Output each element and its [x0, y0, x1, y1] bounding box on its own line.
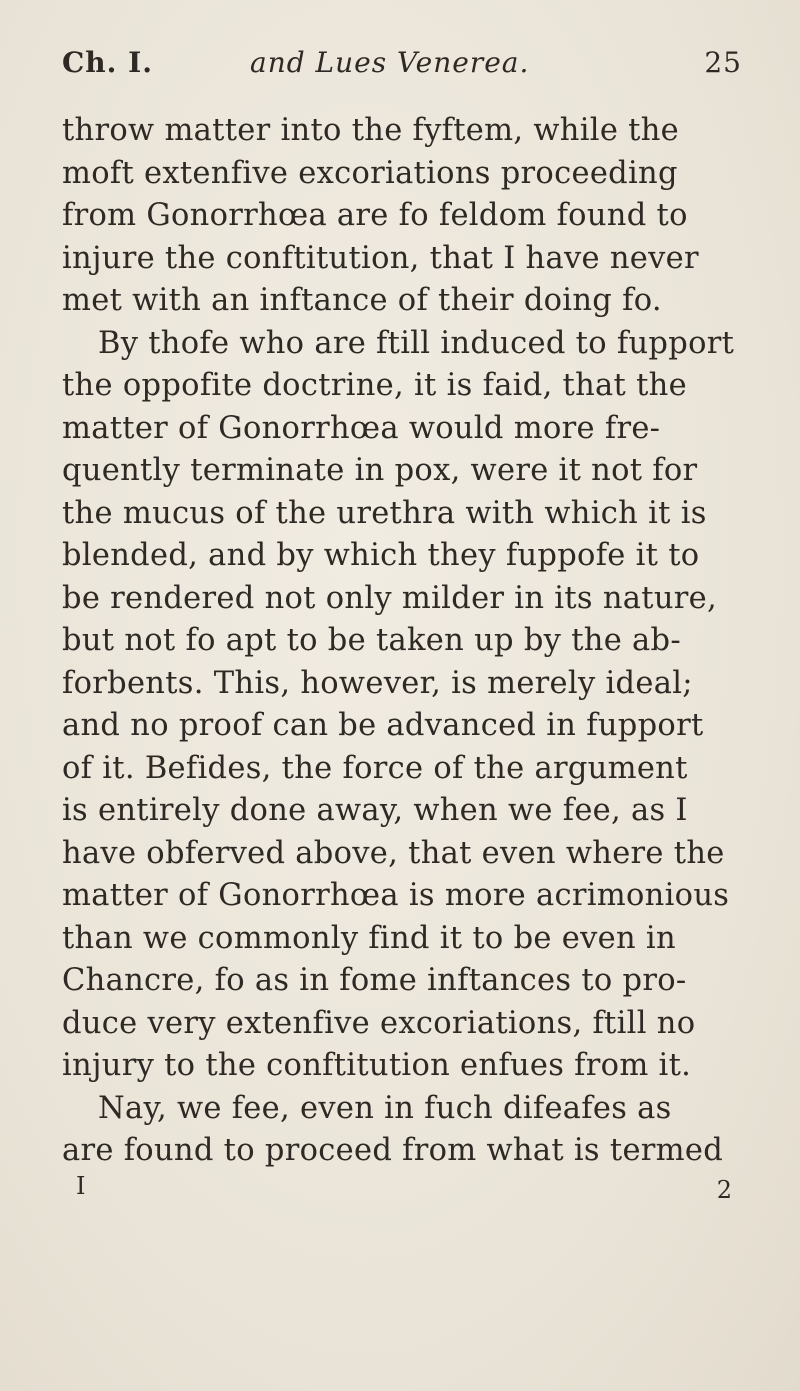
text-line: of it. Befides, the force of the argument — [62, 750, 688, 786]
catchword: 2 — [716, 1176, 732, 1204]
text-line: but not fo apt to be taken up by the ab- — [62, 623, 681, 658]
text-line: be rendered not only milder in its nature, — [62, 580, 717, 616]
text-line: met with an inftance of their doing fo. — [62, 283, 662, 318]
running-title: and Lues Venerea. — [250, 46, 530, 79]
text-line: the oppofite doctrine, it is faid, that the — [62, 368, 687, 403]
text-line: than we commonly find it to be even in — [62, 920, 676, 956]
body-text — [62, 110, 762, 1173]
text-line: and no proof can be advanced in fupport — [62, 708, 704, 743]
running-header — [62, 46, 762, 92]
page-footer — [62, 1172, 762, 1202]
text-line: is entirely done away, when we fee, as I — [62, 793, 688, 828]
text-line: from Gonorrhœa are fo feldom found to — [62, 198, 688, 233]
text-line: matter of Gonorrhœa is more acrimonious — [62, 878, 730, 913]
text-line: injure the conftitution, that I have never — [62, 240, 699, 276]
page-number: 25 — [704, 46, 742, 79]
text-line: matter of Gonorrhœa would more fre- — [62, 410, 661, 446]
text-line: the mucus of the urethra with which it is — [62, 495, 707, 531]
text-line: blended, and by which they fuppofe it to — [62, 538, 700, 573]
chapter-label: Ch. I. — [62, 46, 153, 79]
text-line: are found to proceed from what is termed — [62, 1133, 724, 1168]
text-line: throw matter into the fyftem, while the — [62, 113, 680, 148]
text-line: forbents. This, however, is merely ideal; — [62, 665, 693, 701]
text-line: duce very extenfive excoriations, ftill no — [62, 1005, 696, 1041]
signature-mark: I — [76, 1172, 86, 1200]
text-line: have obferved above, that even where the — [62, 835, 725, 871]
text-line: By thofe who are ftill induced to fupport — [98, 325, 735, 361]
text-line: Chancre, fo as in fome inftances to pro- — [62, 963, 687, 998]
text-line: injury to the conftitution enfues from it. — [62, 1048, 692, 1083]
text-line: Nay, we fee, even in fuch difeafes as — [98, 1090, 672, 1126]
text-line: quently terminate in pox, were it not for — [62, 453, 698, 488]
text-line: moft extenfive excoriations proceeding — [62, 155, 678, 191]
